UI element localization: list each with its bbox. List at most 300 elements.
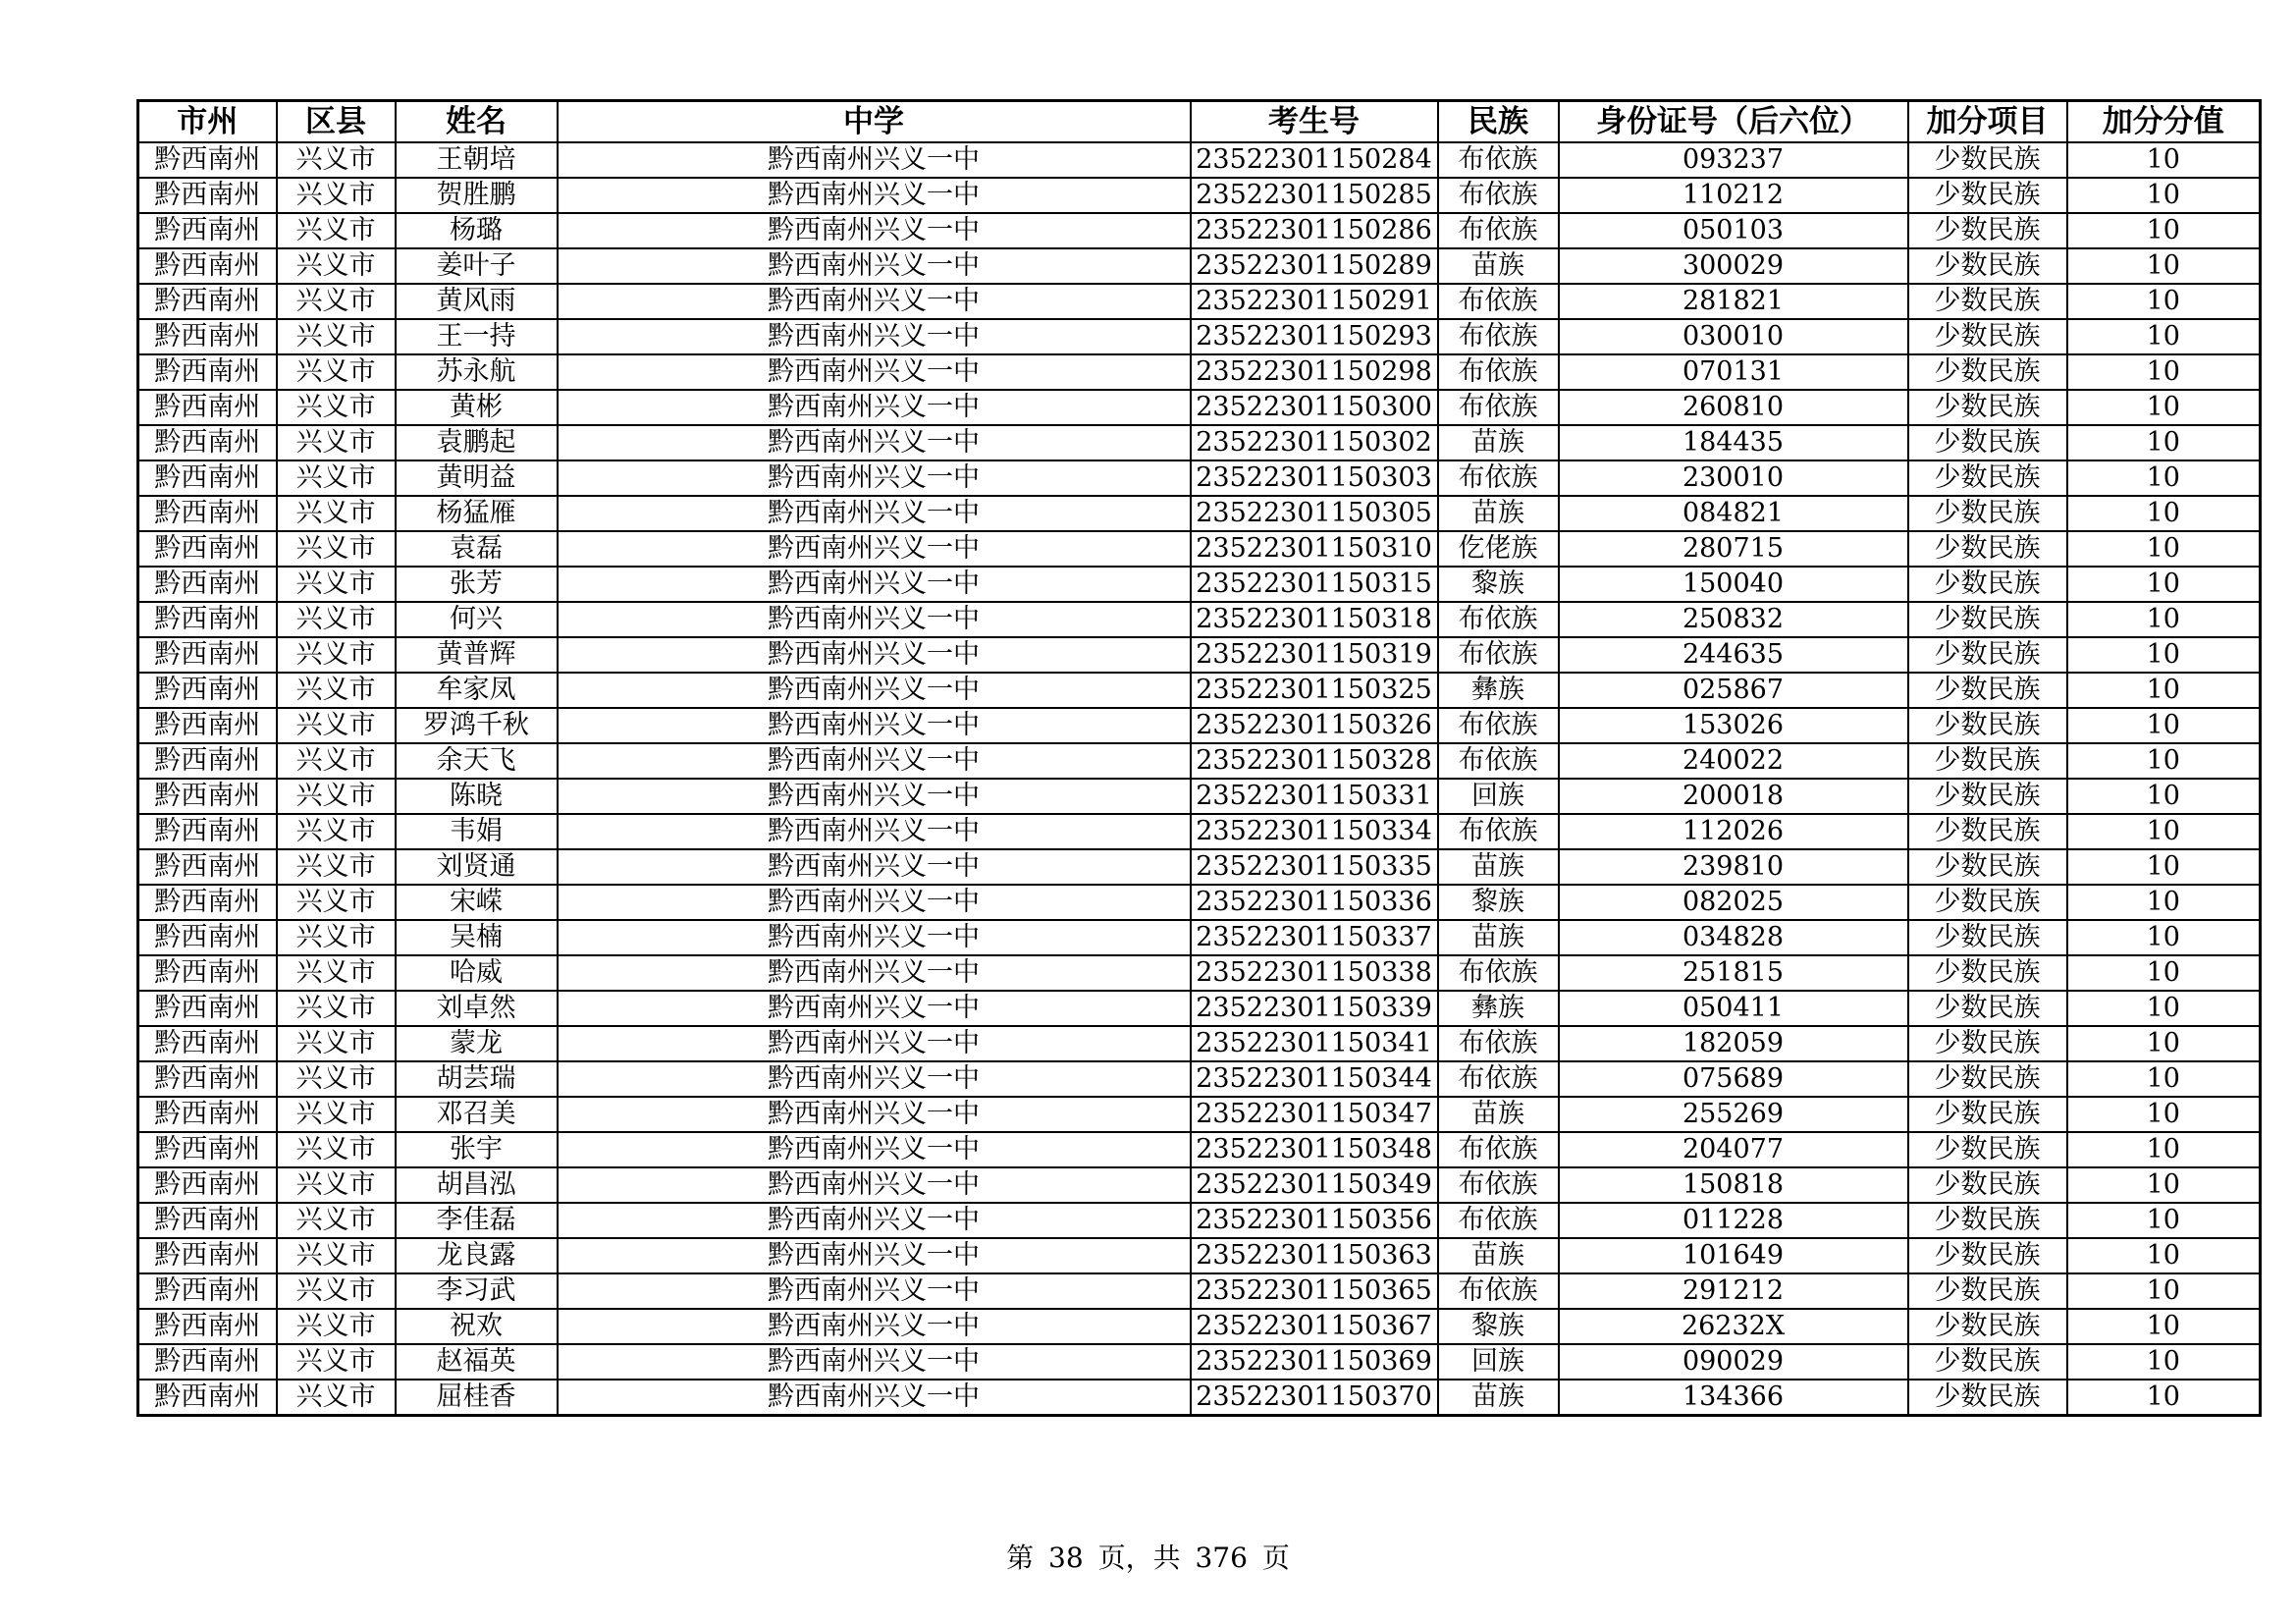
cell-county: 兴义市 bbox=[277, 354, 396, 390]
cell-id-last6: 260810 bbox=[1559, 390, 1908, 425]
cell-bonus-points: 10 bbox=[2067, 920, 2261, 955]
cell-school: 黔西南州兴义一中 bbox=[558, 1061, 1191, 1097]
cell-county: 兴义市 bbox=[277, 885, 396, 920]
cell-bonus-item: 少数民族 bbox=[1908, 637, 2067, 673]
table-row bbox=[138, 814, 2261, 849]
cell-city: 黔西南州 bbox=[138, 390, 277, 425]
cell-bonus-item: 少数民族 bbox=[1908, 1309, 2067, 1344]
table-row bbox=[138, 779, 2261, 814]
cell-bonus-item: 少数民族 bbox=[1908, 955, 2067, 991]
cell-school: 黔西南州兴义一中 bbox=[558, 1238, 1191, 1273]
cell-ethnicity: 苗族 bbox=[1438, 248, 1559, 284]
cell-city: 黔西南州 bbox=[138, 637, 277, 673]
table-row bbox=[138, 425, 2261, 460]
cell-bonus-points: 10 bbox=[2067, 1238, 2261, 1273]
cell-school: 黔西南州兴义一中 bbox=[558, 425, 1191, 460]
cell-school: 黔西南州兴义一中 bbox=[558, 991, 1191, 1026]
cell-bonus-item: 少数民族 bbox=[1908, 496, 2067, 531]
cell-bonus-item: 少数民族 bbox=[1908, 743, 2067, 779]
cell-exam-id: 23522301150318 bbox=[1191, 602, 1438, 637]
cell-city: 黔西南州 bbox=[138, 814, 277, 849]
cell-id-last6: 050103 bbox=[1559, 213, 1908, 248]
header-school: 中学 bbox=[558, 101, 1191, 143]
cell-city: 黔西南州 bbox=[138, 1344, 277, 1380]
cell-name: 吴楠 bbox=[396, 920, 558, 955]
cell-bonus-points: 10 bbox=[2067, 779, 2261, 814]
table-row bbox=[138, 390, 2261, 425]
cell-name: 刘贤通 bbox=[396, 849, 558, 885]
cell-name: 何兴 bbox=[396, 602, 558, 637]
cell-city: 黔西南州 bbox=[138, 460, 277, 496]
cell-ethnicity: 布依族 bbox=[1438, 1167, 1559, 1203]
header-bonus-item: 加分项目 bbox=[1908, 101, 2067, 143]
cell-ethnicity: 苗族 bbox=[1438, 425, 1559, 460]
header-row bbox=[138, 101, 2261, 143]
cell-id-last6: 112026 bbox=[1559, 814, 1908, 849]
table-row bbox=[138, 637, 2261, 673]
cell-bonus-points: 10 bbox=[2067, 849, 2261, 885]
cell-exam-id: 23522301150291 bbox=[1191, 284, 1438, 319]
cell-bonus-points: 10 bbox=[2067, 991, 2261, 1026]
cell-school: 黔西南州兴义一中 bbox=[558, 213, 1191, 248]
cell-bonus-item: 少数民族 bbox=[1908, 991, 2067, 1026]
cell-exam-id: 23522301150286 bbox=[1191, 213, 1438, 248]
cell-school: 黔西南州兴义一中 bbox=[558, 637, 1191, 673]
cell-ethnicity: 布依族 bbox=[1438, 955, 1559, 991]
cell-ethnicity: 苗族 bbox=[1438, 920, 1559, 955]
cell-bonus-points: 10 bbox=[2067, 1026, 2261, 1061]
cell-city: 黔西南州 bbox=[138, 567, 277, 602]
cell-ethnicity: 布依族 bbox=[1438, 178, 1559, 213]
cell-name: 邓召美 bbox=[396, 1097, 558, 1132]
cell-exam-id: 23522301150336 bbox=[1191, 885, 1438, 920]
cell-county: 兴义市 bbox=[277, 567, 396, 602]
cell-school: 黔西南州兴义一中 bbox=[558, 390, 1191, 425]
table-row bbox=[138, 743, 2261, 779]
cell-county: 兴义市 bbox=[277, 779, 396, 814]
table-row bbox=[138, 213, 2261, 248]
cell-bonus-item: 少数民族 bbox=[1908, 213, 2067, 248]
cell-id-last6: 204077 bbox=[1559, 1132, 1908, 1167]
header-id-last6: 身份证号（后六位） bbox=[1559, 101, 1908, 143]
cell-ethnicity: 布依族 bbox=[1438, 390, 1559, 425]
cell-bonus-item: 少数民族 bbox=[1908, 1061, 2067, 1097]
cell-name: 王一持 bbox=[396, 319, 558, 354]
cell-county: 兴义市 bbox=[277, 1309, 396, 1344]
cell-exam-id: 23522301150315 bbox=[1191, 567, 1438, 602]
cell-name: 黄普辉 bbox=[396, 637, 558, 673]
cell-school: 黔西南州兴义一中 bbox=[558, 248, 1191, 284]
cell-school: 黔西南州兴义一中 bbox=[558, 1309, 1191, 1344]
table-row bbox=[138, 1273, 2261, 1309]
cell-bonus-points: 10 bbox=[2067, 248, 2261, 284]
cell-bonus-item: 少数民族 bbox=[1908, 1380, 2067, 1416]
cell-id-last6: 26232X bbox=[1559, 1309, 1908, 1344]
cell-ethnicity: 布依族 bbox=[1438, 1132, 1559, 1167]
cell-bonus-points: 10 bbox=[2067, 531, 2261, 567]
roster-sheet bbox=[136, 99, 2259, 1417]
cell-school: 黔西南州兴义一中 bbox=[558, 354, 1191, 390]
header-exam-id: 考生号 bbox=[1191, 101, 1438, 143]
cell-school: 黔西南州兴义一中 bbox=[558, 955, 1191, 991]
cell-bonus-points: 10 bbox=[2067, 354, 2261, 390]
cell-ethnicity: 黎族 bbox=[1438, 1309, 1559, 1344]
cell-exam-id: 23522301150331 bbox=[1191, 779, 1438, 814]
cell-school: 黔西南州兴义一中 bbox=[558, 1380, 1191, 1416]
cell-county: 兴义市 bbox=[277, 673, 396, 708]
table-row bbox=[138, 567, 2261, 602]
cell-ethnicity: 布依族 bbox=[1438, 1061, 1559, 1097]
cell-city: 黔西南州 bbox=[138, 1309, 277, 1344]
cell-school: 黔西南州兴义一中 bbox=[558, 849, 1191, 885]
cell-school: 黔西南州兴义一中 bbox=[558, 673, 1191, 708]
cell-ethnicity: 布依族 bbox=[1438, 1273, 1559, 1309]
cell-school: 黔西南州兴义一中 bbox=[558, 319, 1191, 354]
cell-id-last6: 093237 bbox=[1559, 142, 1908, 178]
table-row bbox=[138, 673, 2261, 708]
cell-city: 黔西南州 bbox=[138, 1203, 277, 1238]
cell-county: 兴义市 bbox=[277, 1026, 396, 1061]
cell-bonus-points: 10 bbox=[2067, 567, 2261, 602]
table-row bbox=[138, 955, 2261, 991]
cell-id-last6: 291212 bbox=[1559, 1273, 1908, 1309]
table-row bbox=[138, 496, 2261, 531]
cell-county: 兴义市 bbox=[277, 743, 396, 779]
cell-exam-id: 23522301150305 bbox=[1191, 496, 1438, 531]
cell-name: 黄彬 bbox=[396, 390, 558, 425]
cell-city: 黔西南州 bbox=[138, 531, 277, 567]
cell-school: 黔西南州兴义一中 bbox=[558, 460, 1191, 496]
cell-bonus-item: 少数民族 bbox=[1908, 1132, 2067, 1167]
cell-bonus-points: 10 bbox=[2067, 425, 2261, 460]
table-row bbox=[138, 885, 2261, 920]
cell-school: 黔西南州兴义一中 bbox=[558, 1203, 1191, 1238]
cell-school: 黔西南州兴义一中 bbox=[558, 708, 1191, 743]
cell-exam-id: 23522301150344 bbox=[1191, 1061, 1438, 1097]
table-row bbox=[138, 319, 2261, 354]
cell-name: 祝欢 bbox=[396, 1309, 558, 1344]
cell-exam-id: 23522301150326 bbox=[1191, 708, 1438, 743]
cell-ethnicity: 布依族 bbox=[1438, 142, 1559, 178]
cell-ethnicity: 回族 bbox=[1438, 779, 1559, 814]
cell-name: 哈威 bbox=[396, 955, 558, 991]
table-row bbox=[138, 1097, 2261, 1132]
cell-id-last6: 200018 bbox=[1559, 779, 1908, 814]
cell-name: 余天飞 bbox=[396, 743, 558, 779]
cell-bonus-item: 少数民族 bbox=[1908, 354, 2067, 390]
cell-bonus-item: 少数民族 bbox=[1908, 142, 2067, 178]
cell-bonus-item: 少数民族 bbox=[1908, 248, 2067, 284]
cell-bonus-points: 10 bbox=[2067, 708, 2261, 743]
cell-name: 胡芸瑞 bbox=[396, 1061, 558, 1097]
cell-school: 黔西南州兴义一中 bbox=[558, 284, 1191, 319]
cell-county: 兴义市 bbox=[277, 1273, 396, 1309]
cell-ethnicity: 布依族 bbox=[1438, 814, 1559, 849]
cell-county: 兴义市 bbox=[277, 814, 396, 849]
cell-id-last6: 034828 bbox=[1559, 920, 1908, 955]
table-row bbox=[138, 354, 2261, 390]
cell-exam-id: 23522301150348 bbox=[1191, 1132, 1438, 1167]
cell-bonus-item: 少数民族 bbox=[1908, 1203, 2067, 1238]
cell-school: 黔西南州兴义一中 bbox=[558, 1026, 1191, 1061]
cell-county: 兴义市 bbox=[277, 496, 396, 531]
cell-bonus-points: 10 bbox=[2067, 602, 2261, 637]
cell-name: 贺胜鹏 bbox=[396, 178, 558, 213]
cell-city: 黔西南州 bbox=[138, 496, 277, 531]
table-row bbox=[138, 1026, 2261, 1061]
cell-city: 黔西南州 bbox=[138, 920, 277, 955]
cell-id-last6: 101649 bbox=[1559, 1238, 1908, 1273]
cell-exam-id: 23522301150370 bbox=[1191, 1380, 1438, 1416]
cell-bonus-item: 少数民族 bbox=[1908, 1097, 2067, 1132]
cell-id-last6: 075689 bbox=[1559, 1061, 1908, 1097]
cell-id-last6: 184435 bbox=[1559, 425, 1908, 460]
table-row bbox=[138, 1309, 2261, 1344]
cell-city: 黔西南州 bbox=[138, 1132, 277, 1167]
cell-school: 黔西南州兴义一中 bbox=[558, 779, 1191, 814]
table-row bbox=[138, 991, 2261, 1026]
cell-id-last6: 070131 bbox=[1559, 354, 1908, 390]
cell-exam-id: 23522301150319 bbox=[1191, 637, 1438, 673]
cell-bonus-item: 少数民族 bbox=[1908, 1273, 2067, 1309]
cell-bonus-points: 10 bbox=[2067, 284, 2261, 319]
cell-exam-id: 23522301150338 bbox=[1191, 955, 1438, 991]
cell-id-last6: 300029 bbox=[1559, 248, 1908, 284]
cell-name: 袁磊 bbox=[396, 531, 558, 567]
cell-exam-id: 23522301150325 bbox=[1191, 673, 1438, 708]
cell-ethnicity: 彝族 bbox=[1438, 991, 1559, 1026]
cell-name: 苏永航 bbox=[396, 354, 558, 390]
cell-exam-id: 23522301150337 bbox=[1191, 920, 1438, 955]
cell-name: 王朝培 bbox=[396, 142, 558, 178]
cell-bonus-points: 10 bbox=[2067, 142, 2261, 178]
cell-bonus-points: 10 bbox=[2067, 1167, 2261, 1203]
cell-city: 黔西南州 bbox=[138, 284, 277, 319]
cell-name: 张芳 bbox=[396, 567, 558, 602]
cell-county: 兴义市 bbox=[277, 1097, 396, 1132]
cell-county: 兴义市 bbox=[277, 531, 396, 567]
cell-bonus-item: 少数民族 bbox=[1908, 1026, 2067, 1061]
table-row bbox=[138, 602, 2261, 637]
table-row bbox=[138, 460, 2261, 496]
cell-ethnicity: 黎族 bbox=[1438, 567, 1559, 602]
cell-id-last6: 255269 bbox=[1559, 1097, 1908, 1132]
cell-ethnicity: 布依族 bbox=[1438, 284, 1559, 319]
cell-exam-id: 23522301150334 bbox=[1191, 814, 1438, 849]
cell-county: 兴义市 bbox=[277, 425, 396, 460]
cell-bonus-points: 10 bbox=[2067, 743, 2261, 779]
table-row bbox=[138, 284, 2261, 319]
cell-county: 兴义市 bbox=[277, 1380, 396, 1416]
cell-bonus-points: 10 bbox=[2067, 1309, 2261, 1344]
cell-name: 胡昌泓 bbox=[396, 1167, 558, 1203]
cell-city: 黔西南州 bbox=[138, 1026, 277, 1061]
cell-bonus-item: 少数民族 bbox=[1908, 425, 2067, 460]
cell-city: 黔西南州 bbox=[138, 991, 277, 1026]
cell-bonus-item: 少数民族 bbox=[1908, 531, 2067, 567]
cell-exam-id: 23522301150310 bbox=[1191, 531, 1438, 567]
cell-city: 黔西南州 bbox=[138, 602, 277, 637]
cell-bonus-item: 少数民族 bbox=[1908, 1238, 2067, 1273]
cell-bonus-item: 少数民族 bbox=[1908, 673, 2067, 708]
table-row bbox=[138, 1380, 2261, 1416]
cell-county: 兴义市 bbox=[277, 637, 396, 673]
cell-ethnicity: 苗族 bbox=[1438, 496, 1559, 531]
cell-bonus-points: 10 bbox=[2067, 1344, 2261, 1380]
cell-county: 兴义市 bbox=[277, 602, 396, 637]
page-footer: 第 38 页，共 376 页 bbox=[1006, 1542, 1290, 1574]
cell-bonus-item: 少数民族 bbox=[1908, 814, 2067, 849]
cell-exam-id: 23522301150369 bbox=[1191, 1344, 1438, 1380]
cell-bonus-points: 10 bbox=[2067, 673, 2261, 708]
cell-bonus-item: 少数民族 bbox=[1908, 708, 2067, 743]
cell-school: 黔西南州兴义一中 bbox=[558, 142, 1191, 178]
table-row bbox=[138, 178, 2261, 213]
cell-name: 张宇 bbox=[396, 1132, 558, 1167]
cell-name: 罗鸿千秋 bbox=[396, 708, 558, 743]
cell-ethnicity: 回族 bbox=[1438, 1344, 1559, 1380]
cell-bonus-item: 少数民族 bbox=[1908, 1167, 2067, 1203]
cell-bonus-points: 10 bbox=[2067, 1097, 2261, 1132]
cell-school: 黔西南州兴义一中 bbox=[558, 1132, 1191, 1167]
cell-bonus-points: 10 bbox=[2067, 955, 2261, 991]
cell-id-last6: 240022 bbox=[1559, 743, 1908, 779]
cell-bonus-item: 少数民族 bbox=[1908, 885, 2067, 920]
cell-id-last6: 134366 bbox=[1559, 1380, 1908, 1416]
cell-exam-id: 23522301150285 bbox=[1191, 178, 1438, 213]
table-row bbox=[138, 1203, 2261, 1238]
header-city: 市州 bbox=[138, 101, 277, 143]
table-body bbox=[138, 142, 2261, 1416]
cell-city: 黔西南州 bbox=[138, 1380, 277, 1416]
table-row bbox=[138, 1132, 2261, 1167]
cell-county: 兴义市 bbox=[277, 213, 396, 248]
cell-ethnicity: 仡佬族 bbox=[1438, 531, 1559, 567]
cell-county: 兴义市 bbox=[277, 1238, 396, 1273]
cell-id-last6: 182059 bbox=[1559, 1026, 1908, 1061]
cell-exam-id: 23522301150367 bbox=[1191, 1309, 1438, 1344]
cell-bonus-points: 10 bbox=[2067, 460, 2261, 496]
cell-id-last6: 030010 bbox=[1559, 319, 1908, 354]
cell-exam-id: 23522301150300 bbox=[1191, 390, 1438, 425]
table-row bbox=[138, 1167, 2261, 1203]
cell-exam-id: 23522301150289 bbox=[1191, 248, 1438, 284]
cell-bonus-item: 少数民族 bbox=[1908, 602, 2067, 637]
cell-name: 袁鹏起 bbox=[396, 425, 558, 460]
cell-city: 黔西南州 bbox=[138, 708, 277, 743]
cell-ethnicity: 布依族 bbox=[1438, 637, 1559, 673]
cell-name: 李习武 bbox=[396, 1273, 558, 1309]
cell-bonus-item: 少数民族 bbox=[1908, 567, 2067, 602]
header-name: 姓名 bbox=[396, 101, 558, 143]
cell-id-last6: 084821 bbox=[1559, 496, 1908, 531]
cell-county: 兴义市 bbox=[277, 1061, 396, 1097]
cell-id-last6: 050411 bbox=[1559, 991, 1908, 1026]
table-row bbox=[138, 531, 2261, 567]
cell-id-last6: 150818 bbox=[1559, 1167, 1908, 1203]
cell-county: 兴义市 bbox=[277, 955, 396, 991]
cell-ethnicity: 苗族 bbox=[1438, 1097, 1559, 1132]
cell-name: 杨璐 bbox=[396, 213, 558, 248]
header-ethnicity: 民族 bbox=[1438, 101, 1559, 143]
cell-ethnicity: 布依族 bbox=[1438, 743, 1559, 779]
cell-exam-id: 23522301150302 bbox=[1191, 425, 1438, 460]
cell-city: 黔西南州 bbox=[138, 425, 277, 460]
table-row bbox=[138, 708, 2261, 743]
cell-id-last6: 251815 bbox=[1559, 955, 1908, 991]
cell-county: 兴义市 bbox=[277, 1132, 396, 1167]
cell-school: 黔西南州兴义一中 bbox=[558, 1344, 1191, 1380]
cell-exam-id: 23522301150328 bbox=[1191, 743, 1438, 779]
cell-county: 兴义市 bbox=[277, 319, 396, 354]
cell-name: 韦娟 bbox=[396, 814, 558, 849]
cell-exam-id: 23522301150293 bbox=[1191, 319, 1438, 354]
cell-city: 黔西南州 bbox=[138, 1061, 277, 1097]
cell-bonus-points: 10 bbox=[2067, 814, 2261, 849]
cell-exam-id: 23522301150341 bbox=[1191, 1026, 1438, 1061]
cell-bonus-points: 10 bbox=[2067, 496, 2261, 531]
cell-county: 兴义市 bbox=[277, 1203, 396, 1238]
table-row bbox=[138, 849, 2261, 885]
table-row bbox=[138, 142, 2261, 178]
cell-school: 黔西南州兴义一中 bbox=[558, 1273, 1191, 1309]
table-row bbox=[138, 248, 2261, 284]
cell-city: 黔西南州 bbox=[138, 142, 277, 178]
header-county: 区县 bbox=[277, 101, 396, 143]
cell-name: 黄明益 bbox=[396, 460, 558, 496]
cell-exam-id: 23522301150284 bbox=[1191, 142, 1438, 178]
cell-name: 龙良露 bbox=[396, 1238, 558, 1273]
cell-ethnicity: 彝族 bbox=[1438, 673, 1559, 708]
cell-city: 黔西南州 bbox=[138, 955, 277, 991]
cell-ethnicity: 布依族 bbox=[1438, 213, 1559, 248]
cell-county: 兴义市 bbox=[277, 1167, 396, 1203]
cell-city: 黔西南州 bbox=[138, 178, 277, 213]
cell-ethnicity: 布依族 bbox=[1438, 354, 1559, 390]
cell-ethnicity: 布依族 bbox=[1438, 319, 1559, 354]
cell-exam-id: 23522301150365 bbox=[1191, 1273, 1438, 1309]
cell-county: 兴义市 bbox=[277, 284, 396, 319]
cell-bonus-points: 10 bbox=[2067, 178, 2261, 213]
cell-id-last6: 281821 bbox=[1559, 284, 1908, 319]
table-row bbox=[138, 1238, 2261, 1273]
cell-city: 黔西南州 bbox=[138, 1097, 277, 1132]
cell-ethnicity: 苗族 bbox=[1438, 1238, 1559, 1273]
cell-city: 黔西南州 bbox=[138, 743, 277, 779]
cell-exam-id: 23522301150356 bbox=[1191, 1203, 1438, 1238]
cell-county: 兴义市 bbox=[277, 178, 396, 213]
cell-exam-id: 23522301150339 bbox=[1191, 991, 1438, 1026]
cell-city: 黔西南州 bbox=[138, 673, 277, 708]
cell-bonus-item: 少数民族 bbox=[1908, 390, 2067, 425]
cell-city: 黔西南州 bbox=[138, 1238, 277, 1273]
cell-bonus-item: 少数民族 bbox=[1908, 319, 2067, 354]
cell-bonus-item: 少数民族 bbox=[1908, 284, 2067, 319]
cell-city: 黔西南州 bbox=[138, 1167, 277, 1203]
cell-name: 李佳磊 bbox=[396, 1203, 558, 1238]
cell-county: 兴义市 bbox=[277, 142, 396, 178]
cell-school: 黔西南州兴义一中 bbox=[558, 1097, 1191, 1132]
table-row bbox=[138, 1061, 2261, 1097]
cell-school: 黔西南州兴义一中 bbox=[558, 920, 1191, 955]
cell-city: 黔西南州 bbox=[138, 779, 277, 814]
cell-bonus-points: 10 bbox=[2067, 885, 2261, 920]
cell-id-last6: 150040 bbox=[1559, 567, 1908, 602]
cell-bonus-item: 少数民族 bbox=[1908, 460, 2067, 496]
cell-school: 黔西南州兴义一中 bbox=[558, 1167, 1191, 1203]
cell-id-last6: 153026 bbox=[1559, 708, 1908, 743]
cell-bonus-points: 10 bbox=[2067, 1132, 2261, 1167]
